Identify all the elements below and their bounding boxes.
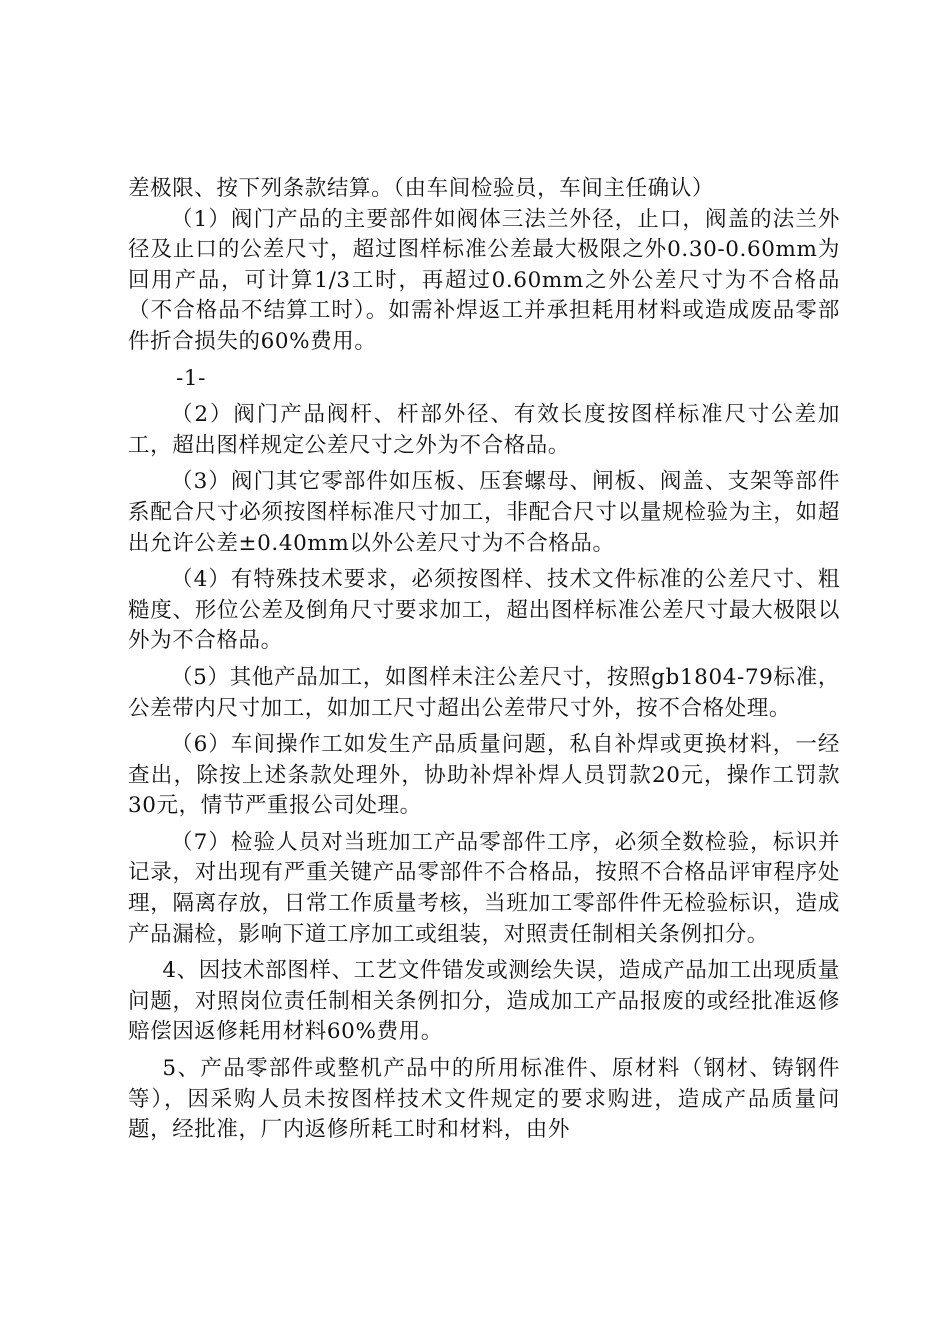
paragraph-continuation: 差极限、按下列条款结算。（由车间检验员，车间主任确认） xyxy=(128,176,714,201)
paragraph-clause-5: （5）其他产品加工，如图样未注公差尺寸，按照gb1804-79标准，公差带内尺寸加工，如加工尺寸超出公差带尺寸外，按不合格处理。 xyxy=(128,664,840,721)
page-number: -1- xyxy=(176,365,207,391)
paragraph-clause-2: （2）阀门产品阀杆、杆部外径、有效长度按图样标准尺寸公差加工，超出图样规定公差尺寸之外为不合格品。 xyxy=(128,402,840,458)
paragraph-section-4: 4、因技术部图样、工艺文件错发或测绘失误，造成产品加工出现质量问题，对照岗位责任制相关条例扣分，造成加工产品报废的或经批准返修赔偿因返修耗用材料60%费用。 xyxy=(128,958,840,1045)
paragraph-clause-4: （4）有特殊技术要求，必须按图样、技术文件标准的公差尺寸、粗糙度、形位公差及倒角尺寸要求加工，超出图样标准公差尺寸最大极限以外为不合格品。 xyxy=(128,567,840,654)
paragraph-clause-3: （3）阀门其它零部件如压板、压套螺母、闸板、阀盖、支架等部件系配合尺寸必须按图样标准尺寸加工，非配合尺寸以量规检验为主，如超出允许公差±0.40mm以外公差尺寸为不合格品。 xyxy=(128,469,840,556)
paragraph-clause-6: （6）车间操作工如发生产品质量问题，私自补焊或更换材料，一经查出，除按上述条款处理外，协助补焊补焊人员罚款20元，操作工罚款30元，情节严重报公司处理。 xyxy=(128,732,840,819)
paragraph-clause-7: （7）检验人员对当班加工产品零部件工序，必须全数检验，标识并记录，对出现有严重关键产品零部件不合格品，按照不合格品评审程序处理，隔离存放，日常工作质量考核，当班加工零部件件无检验标识，造成产品漏检，影响下道工序加工或组装，对照责任制相关条例扣分。 xyxy=(128,829,840,947)
paragraph-section-5: 5、产品零部件或整机产品中的所用标准件、原材料（钢材、铸钢件等），因采购人员未按图样技术文件规定的要求购进，造成产品质量问题，经批准，厂内返修所耗工时和材料，由外 xyxy=(128,1056,840,1143)
paragraph-clause-1: （1）阀门产品的主要部件如阀体三法兰外径，止口，阀盖的法兰外径及止口的公差尺寸，超过图样标准公差最大极限之外0.30-0.60mm为回用产品，可计算1/3工时，再超过0.60mm之外公差尺寸为不合格品（不合格品不结算工时）。如需补焊返工并承担耗用材料或造成废品零部件折合损失的60%费用。 xyxy=(128,206,840,354)
document-page xyxy=(128,174,840,1152)
